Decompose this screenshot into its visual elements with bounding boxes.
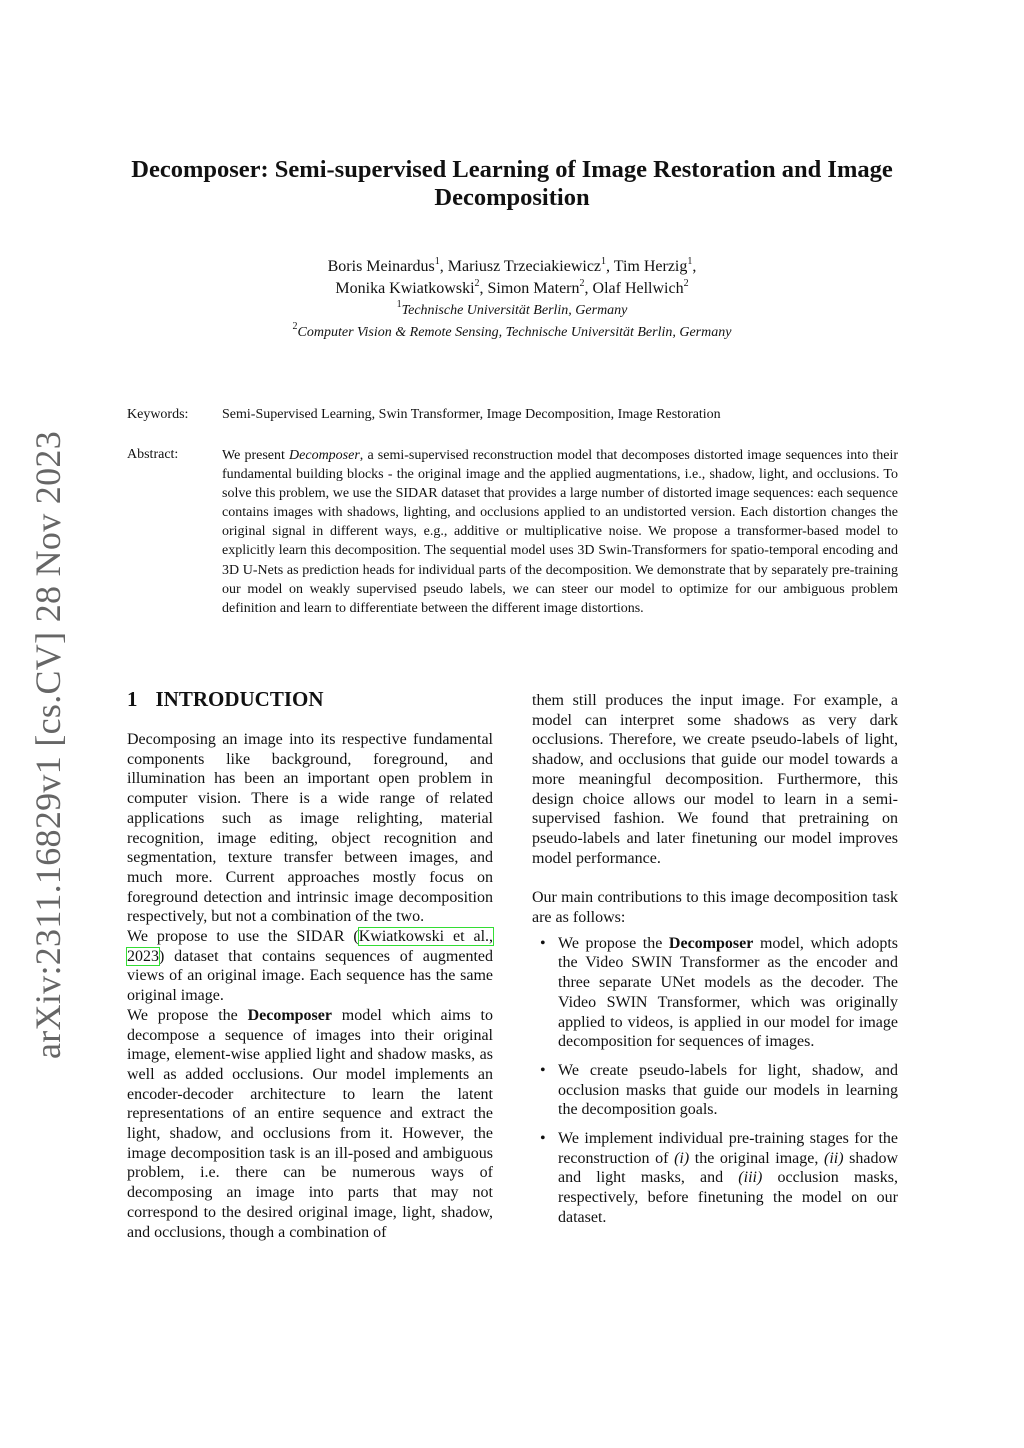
- author-block: [110, 256, 914, 344]
- list-text: shadow and light masks, and: [558, 1149, 899, 1187]
- arxiv-identifier: arXiv:2311.16829v1 [cs.CV] 28 Nov 2023: [28, 431, 68, 1060]
- list-text: occlusion masks, respectively, before finetuning the model on our dataset.: [558, 1169, 898, 1226]
- author-line-1: Boris Meinardus$^1$, Mariusz Trzeciakiewicz$^1$, Tim Herzig$^1$,: [327, 256, 697, 275]
- bullet-icon: •: [540, 934, 546, 952]
- list-item: [532, 934, 898, 1052]
- abstract-body: , a semi-supervised reconstruction model that decomposes distorted image sequences into their fundamental building blocks - the original image and the applied augmentations, i.e., shadow, light, and occlusions. To solve this problem, we use the SIDAR dataset that provides a large number of distorted image sequences: each sequence contains images with shadows, lighting, and occlusions applied to an undistorted version. Each distortion changes the original signal in different ways, e.g., additive or multiplicative noise. We propose a transformer-based model to explicitly learn this decomposition. The sequential model uses 3D Swin-Transformers for spatio-temporal encoding and 3D U-Nets as prediction heads for individual parts of the decomposition. We demonstrate that by separately pre-training our model on weakly supervised pseudo labels, we can steer our model to optimize for our ambiguous problem definition and learn to differentiate between the different image distortions.: [222, 448, 899, 616]
- affiliation-mark: 1: [434, 256, 440, 267]
- abstract-pre: We present: [222, 448, 290, 463]
- intro-paragraph-1: Decomposing an image into its respective fundamental components like background, foreground, and illumination has been an important open problem in computer vision. There is a wide range of related applications such as image relighting, material recognition, image editing, object recognition and segmentation, texture transfer between images, and much more. Current approaches mostly focus on foreground detection and intrinsic image decomposition respectively, but not a combination of the two.: [127, 731, 493, 926]
- list-item: [532, 1129, 898, 1228]
- intro-paragraph-3: [127, 1006, 493, 1242]
- affiliation-mark: 2: [474, 278, 480, 289]
- model-name-bold: Decomposer: [247, 1006, 332, 1024]
- author-name: Mariusz Trzeciakiewicz: [447, 258, 602, 275]
- left-column: [127, 686, 493, 1242]
- abstract-model-name: Decomposer: [289, 448, 360, 463]
- contributions-list: [532, 934, 898, 1228]
- author-name: Tim Herzig: [613, 258, 688, 275]
- keywords-label: Keywords:: [127, 407, 189, 422]
- author-line-2: Monika Kwiatkowski$^2$, Simon Matern$^2$, Olaf Hellwich$^2$: [335, 278, 689, 297]
- affiliation-mark: 1: [396, 299, 402, 310]
- affiliation-text: Technische Universität Berlin, Germany: [401, 303, 628, 318]
- section-heading-introduction: [127, 686, 493, 712]
- affiliation-text: Computer Vision & Remote Sensing, Technische Universität Berlin, Germany: [297, 325, 732, 340]
- list-text: We create pseudo-labels for light, shadow, and occlusion masks that guide our models in learning the decomposition goals.: [558, 1061, 898, 1119]
- section-title: INTRODUCTION: [155, 687, 324, 711]
- paragraph-text: model which aims to decompose a sequence of images into their original image, element-wise applied light and shadow masks, as well as added occlusions. Our model implements an encoder-decoder architecture to learn the latent representations of an entire sequence and extract the light, shadow, and occlusions from it. However, the image decomposition task is an ill-posed and ambiguous problem, i.e. there can be numerous ways of decomposing an image into parts that may not correspond to the desired original image, light, shadow, and occlusions, though a combination of: [127, 1006, 493, 1241]
- paper-title: Decomposer: Semi-supervised Learning of Image Restoration and Image Decomposition: [131, 156, 893, 211]
- keywords-text: Semi-Supervised Learning, Swin Transformer, Image Decomposition, Image Restoration: [222, 407, 721, 422]
- affiliation-1: [110, 300, 914, 322]
- author-name: Olaf Hellwich: [592, 280, 684, 297]
- citation-link[interactable]: Kwiatkowski et al., 2023: [127, 928, 494, 965]
- right-column: [532, 691, 898, 1237]
- abstract-label: Abstract:: [127, 447, 179, 462]
- list-item: [532, 1061, 898, 1120]
- author-name: Boris Meinardus: [327, 258, 435, 275]
- affiliation-mark: 1: [601, 256, 607, 267]
- list-text: the original image,: [689, 1149, 824, 1167]
- list-text: We propose the: [558, 934, 669, 952]
- bullet-icon: •: [540, 1130, 546, 1148]
- enum-marker: (ii): [823, 1149, 844, 1167]
- intro-paragraph-2: [127, 927, 493, 1006]
- affiliation-mark: 1: [687, 256, 693, 267]
- author-name: Monika Kwiatkowski: [335, 280, 475, 297]
- abstract-text: [222, 446, 898, 618]
- author-name: Simon Matern: [487, 280, 580, 297]
- paragraph-text: We propose the: [127, 1006, 248, 1024]
- contributions-intro: Our main contributions to this image decomposition task are as follows:: [532, 889, 898, 927]
- paragraph-text: ) dataset that contains sequences of augmented views of an original image. Each sequence has the same original image.: [127, 947, 493, 1005]
- model-name-bold: Decomposer: [668, 934, 754, 952]
- bullet-icon: •: [540, 1061, 546, 1079]
- affiliation-mark: 2: [292, 321, 298, 332]
- enum-marker: (iii): [738, 1169, 763, 1187]
- paragraph-text: We propose to use the SIDAR (: [127, 928, 359, 946]
- intro-paragraph-4: them still produces the input image. For example, a model can interpret some shadows as very dark occlusions. Therefore, we create pseudo-labels of light, shadow, and occlusions that guide our model towards a more meaningful decomposition. Furthermore, this design choice allows our model to learn in a semi-supervised fashion. We found that pretraining on pseudo-labels and later finetuning our model improves model performance.: [532, 692, 898, 867]
- affiliation-2: [110, 322, 914, 344]
- list-text: model, which adopts the Video SWIN Transformer as the encoder and three separate UNet models as the decoder. The Video SWIN Transformer, which was originally applied to videos, is applied in our model for image decomposition for sequences of images.: [558, 934, 899, 1051]
- list-text: We implement individual pre-training stages for the reconstruction of: [558, 1130, 898, 1167]
- affiliation-mark: 2: [683, 278, 689, 289]
- affiliation-mark: 2: [579, 278, 585, 289]
- section-number: 1: [127, 687, 138, 711]
- enum-marker: (i): [674, 1149, 690, 1167]
